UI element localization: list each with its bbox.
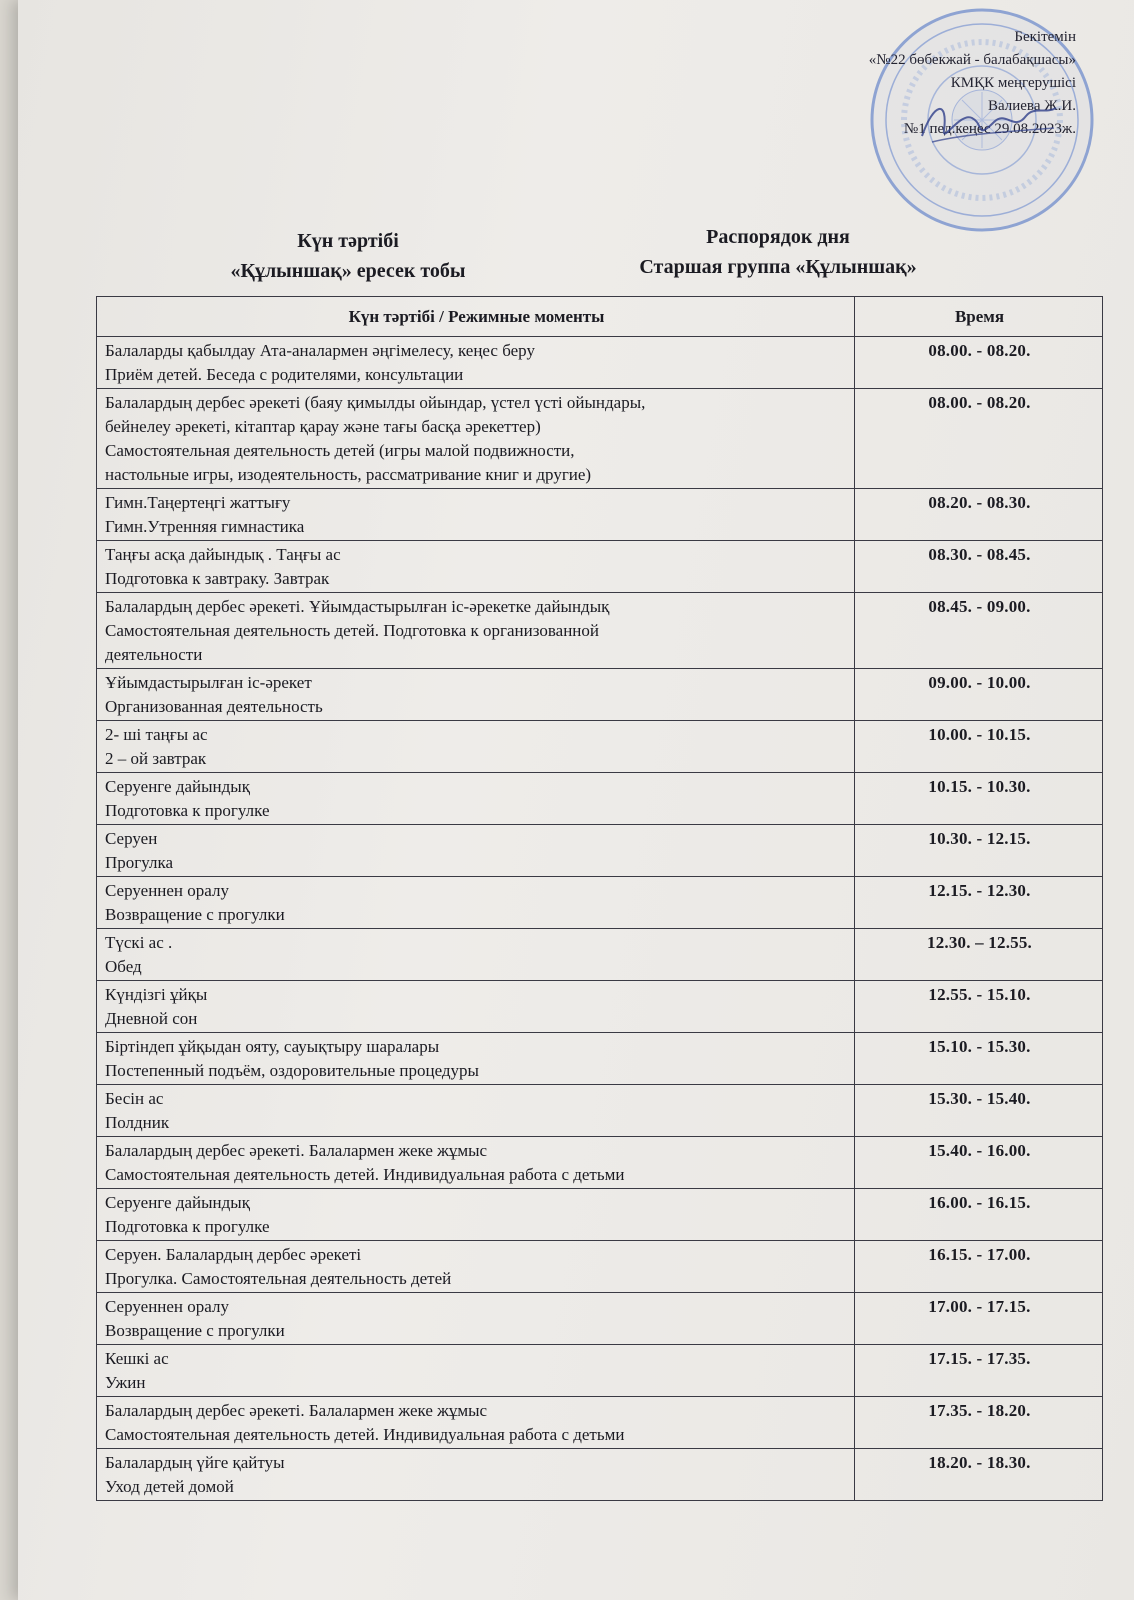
activity-line: бейнелеу әрекеті, кітаптар қарау және тағы басқа әрекеттер) — [105, 417, 541, 436]
activity-line: Самостоятельная деятельность детей. Индивидуальная работа с детьми — [105, 1165, 625, 1184]
activity-cell — [97, 389, 855, 489]
heading-russian — [578, 222, 978, 282]
activity-line: Балалардың дербес әрекеті (баяу қимылды ойындар, үстел үсті ойындары, — [105, 393, 646, 412]
approval-protocol: №1 пед.кеңес 29.08.2023ж. — [903, 121, 1076, 137]
table-row — [97, 337, 1103, 389]
activity-cell — [97, 1189, 855, 1241]
time-cell: 17.15. - 17.35. — [855, 1345, 1103, 1397]
activity-cell — [97, 337, 855, 389]
activity-line: Подготовка к прогулке — [105, 801, 270, 820]
time-cell: 08.30. - 08.45. — [855, 541, 1103, 593]
activity-line: Серуен. Балалардың дербес әрекеті — [105, 1245, 362, 1264]
approval-name: Валиева Ж.И. — [987, 98, 1076, 114]
time-cell: 08.45. - 09.00. — [855, 593, 1103, 669]
activity-line: Серуеннен оралу — [105, 881, 229, 900]
activity-cell — [97, 669, 855, 721]
schedule-table — [96, 296, 1103, 1501]
activity-line: Самостоятельная деятельность детей (игры малой подвижности, — [105, 441, 575, 460]
activity-line: Серуенге дайындық — [105, 1193, 250, 1212]
table-header-row — [97, 297, 1103, 337]
activity-line: Прогулка — [105, 853, 174, 872]
activity-line: Прогулка. Самостоятельная деятельность детей — [105, 1269, 452, 1288]
document-page — [18, 0, 1134, 1600]
activity-cell — [97, 877, 855, 929]
activity-cell — [97, 593, 855, 669]
activity-line: Уход детей домой — [105, 1477, 234, 1496]
approval-title: Бекітемін — [1014, 29, 1076, 45]
activity-line: Түскі ас . — [105, 933, 173, 952]
activity-line: Балалардың дербес әрекеті. Балалармен жеке жұмыс — [105, 1141, 488, 1160]
table-row — [97, 773, 1103, 825]
table-row — [97, 877, 1103, 929]
activity-line: настольные игры, изодеятельность, рассматривание книг и другие) — [105, 465, 592, 484]
activity-line: Возвращение с прогулки — [105, 1321, 285, 1340]
table-row — [97, 1085, 1103, 1137]
activity-line: Самостоятельная деятельность детей. Подготовка к организованной — [105, 621, 599, 640]
header-time: Время — [855, 297, 1103, 337]
time-cell: 16.15. - 17.00. — [855, 1241, 1103, 1293]
approval-organization: «№22 бөбекжай - балабақшасы» — [868, 52, 1076, 68]
time-cell: 15.40. - 16.00. — [855, 1137, 1103, 1189]
table-row — [97, 489, 1103, 541]
activity-line: Приём детей. Беседа с родителями, консультации — [105, 365, 464, 384]
activity-cell — [97, 1085, 855, 1137]
activity-line: Серуеннен оралу — [105, 1297, 229, 1316]
activity-line: Самостоятельная деятельность детей. Индивидуальная работа с детьми — [105, 1425, 625, 1444]
time-cell: 10.30. - 12.15. — [855, 825, 1103, 877]
activity-line: Балаларды қабылдау Ата-аналармен әңгімелесу, кеңес беру — [105, 341, 535, 360]
activity-line: деятельности — [105, 645, 203, 664]
time-cell: 12.55. - 15.10. — [855, 981, 1103, 1033]
activity-line: Серуенге дайындық — [105, 777, 250, 796]
signature-scribble — [914, 92, 1064, 152]
time-cell: 08.00. - 08.20. — [855, 389, 1103, 489]
table-row — [97, 593, 1103, 669]
time-cell: 10.00. - 10.15. — [855, 721, 1103, 773]
activity-line: Таңғы асқа дайындық . Таңғы ас — [105, 545, 341, 564]
activity-line: Балалардың үйге қайтуы — [105, 1453, 285, 1472]
activity-cell — [97, 1241, 855, 1293]
table-row — [97, 1241, 1103, 1293]
activity-line: 2- ші таңғы ас — [105, 725, 208, 744]
time-cell: 16.00. - 16.15. — [855, 1189, 1103, 1241]
activity-line: Біртіндеп ұйқыдан ояту, сауықтыру шаралары — [105, 1037, 440, 1056]
activity-cell — [97, 489, 855, 541]
table-row — [97, 1397, 1103, 1449]
activity-cell — [97, 1293, 855, 1345]
heading-kz-title: Күн тәртібі — [297, 230, 399, 252]
table-row — [97, 929, 1103, 981]
activity-line: Бесін ас — [105, 1089, 164, 1108]
activity-line: Кешкі ас — [105, 1349, 169, 1368]
time-cell: 15.10. - 15.30. — [855, 1033, 1103, 1085]
time-cell: 08.20. - 08.30. — [855, 489, 1103, 541]
table-row — [97, 1137, 1103, 1189]
table-row — [97, 389, 1103, 489]
activity-line: Полдник — [105, 1113, 170, 1132]
activity-cell — [97, 981, 855, 1033]
time-cell: 17.35. - 18.20. — [855, 1397, 1103, 1449]
activity-line: Балалардың дербес әрекеті. Балалармен жеке жұмыс — [105, 1401, 488, 1420]
activity-cell — [97, 825, 855, 877]
activity-cell — [97, 1137, 855, 1189]
header-activity: Күн тәртібі / Режимные моменты — [97, 297, 855, 337]
activity-cell — [97, 929, 855, 981]
time-cell: 10.15. - 10.30. — [855, 773, 1103, 825]
activity-line: Серуен — [105, 829, 158, 848]
activity-line: Балалардың дербес әрекеті. Ұйымдастырылған іс-әрекетке дайындық — [105, 597, 610, 616]
activity-line: Постепенный подъём, оздоровительные процедуры — [105, 1061, 479, 1080]
heading-ru-group: Старшая группа «Құлыншақ» — [639, 256, 917, 278]
activity-line: Гимн.Таңертеңгі жаттығу — [105, 493, 291, 512]
activity-cell — [97, 1397, 855, 1449]
table-row — [97, 1189, 1103, 1241]
table-row — [97, 825, 1103, 877]
time-cell: 17.00. - 17.15. — [855, 1293, 1103, 1345]
activity-line: Обед — [105, 957, 142, 976]
activity-line: Гимн.Утренняя гимнастика — [105, 517, 305, 536]
time-cell: 12.30. – 12.55. — [855, 929, 1103, 981]
activity-line: Ужин — [105, 1373, 146, 1392]
heading-ru-title: Распорядок дня — [706, 226, 850, 248]
approval-position: КМҚК меңгерушісі — [950, 75, 1076, 91]
activity-line: Күндізгі ұйқы — [105, 985, 208, 1004]
activity-line: Подготовка к прогулке — [105, 1217, 270, 1236]
heading-kazakh — [178, 226, 518, 286]
table-row — [97, 721, 1103, 773]
time-cell: 12.15. - 12.30. — [855, 877, 1103, 929]
activity-cell — [97, 1449, 855, 1501]
table-row — [97, 1449, 1103, 1501]
time-cell: 09.00. - 10.00. — [855, 669, 1103, 721]
activity-cell — [97, 1033, 855, 1085]
table-row — [97, 1033, 1103, 1085]
table-row — [97, 541, 1103, 593]
activity-line: Дневной сон — [105, 1009, 198, 1028]
table-row — [97, 1345, 1103, 1397]
table-row — [97, 669, 1103, 721]
activity-line: Возвращение с прогулки — [105, 905, 285, 924]
activity-cell — [97, 721, 855, 773]
table-row — [97, 1293, 1103, 1345]
time-cell: 15.30. - 15.40. — [855, 1085, 1103, 1137]
activity-cell — [97, 773, 855, 825]
time-cell: 18.20. - 18.30. — [855, 1449, 1103, 1501]
activity-line: Организованная деятельность — [105, 697, 323, 716]
table-row — [97, 981, 1103, 1033]
activity-cell — [97, 541, 855, 593]
activity-cell — [97, 1345, 855, 1397]
activity-line: Ұйымдастырылған іс-әрекет — [105, 673, 312, 692]
activity-line: Подготовка к завтраку. Завтрак — [105, 569, 330, 588]
heading-kz-group: «Құлыншақ» ересек тобы — [230, 260, 466, 282]
activity-line: 2 – ой завтрак — [105, 749, 207, 768]
time-cell: 08.00. - 08.20. — [855, 337, 1103, 389]
